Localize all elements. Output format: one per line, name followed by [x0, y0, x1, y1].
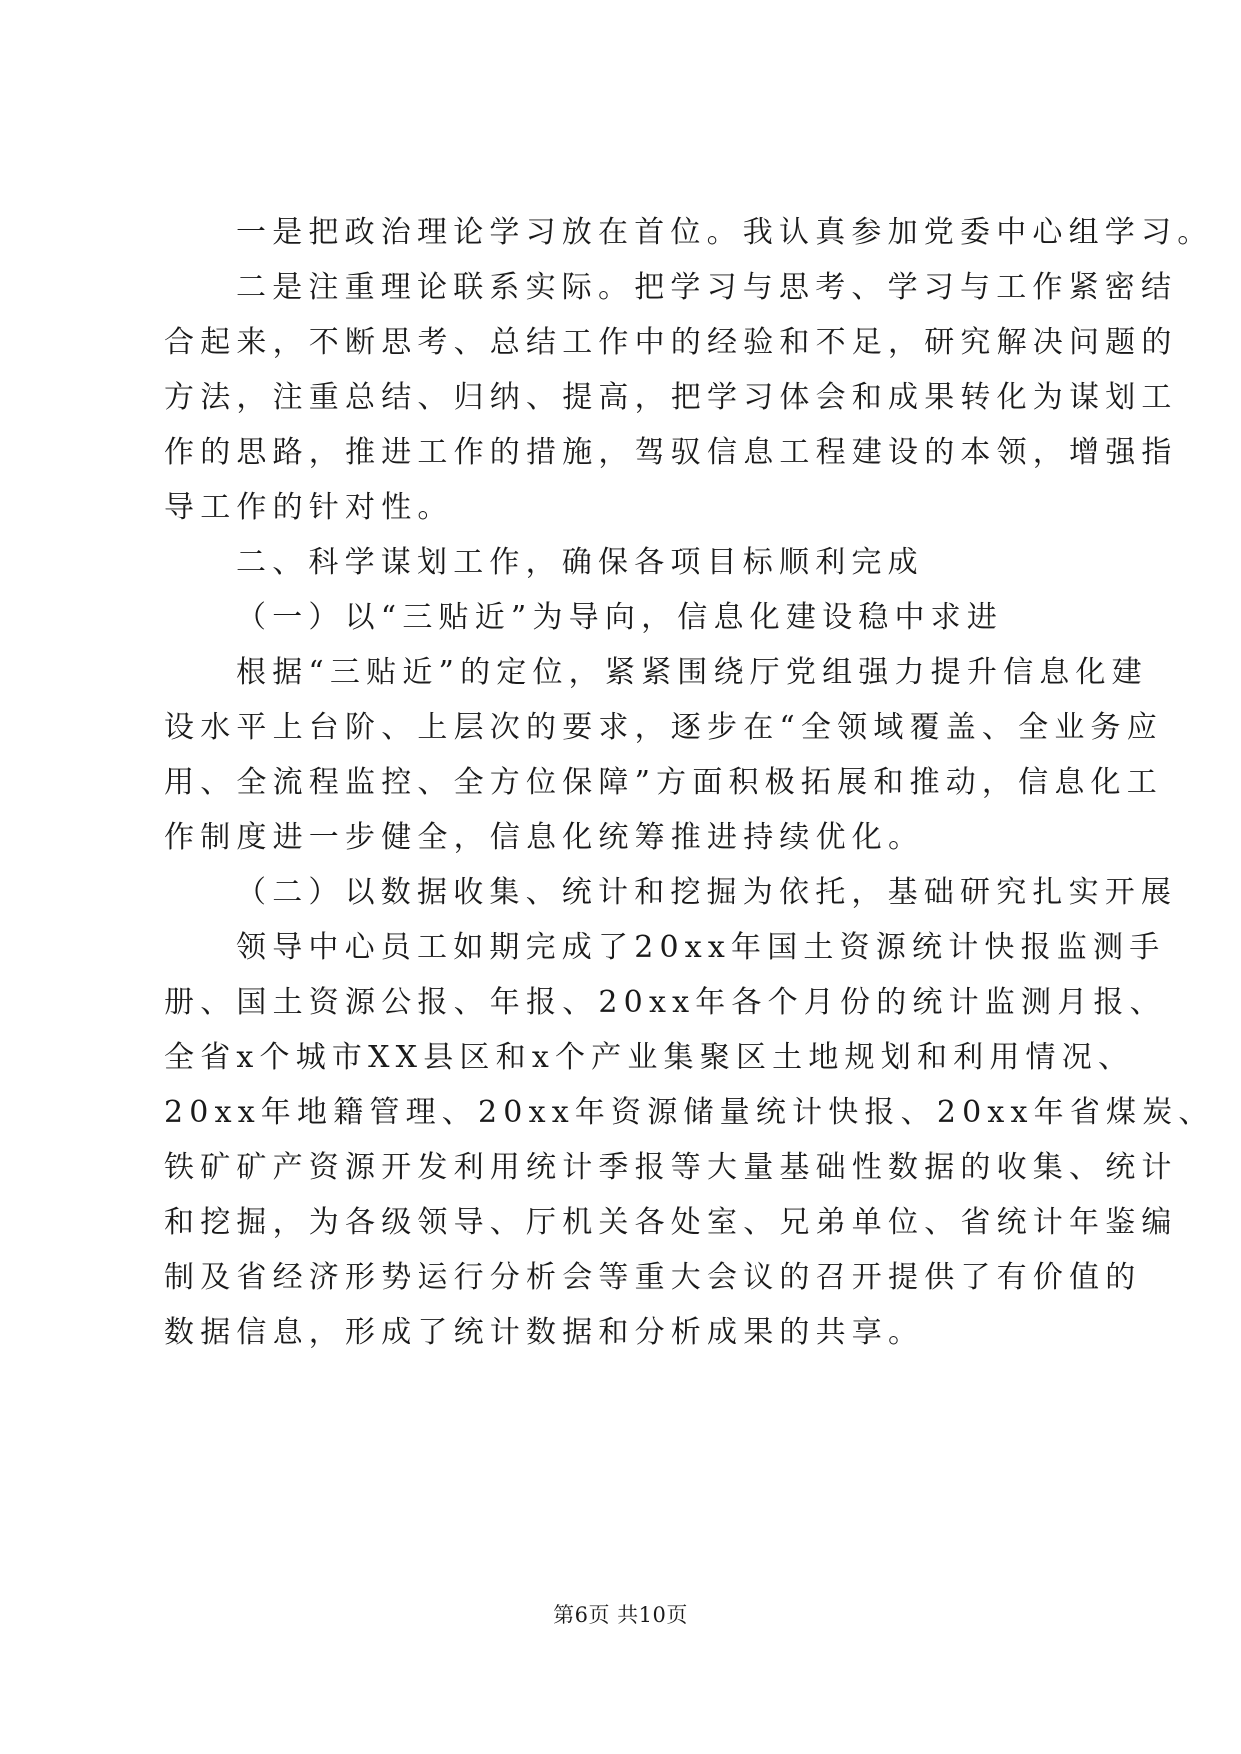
- paragraph-line: 领导中心员工如期完成了20xx年国土资源统计快报监测手: [236, 930, 1166, 965]
- paragraph-line: 用、全流程监控、全方位保障”方面积极拓展和推动，信息化工: [164, 765, 1163, 800]
- paragraph-line: 全省x个城市XX县区和x个产业集聚区土地规划和利用情况、: [164, 1040, 1135, 1075]
- paragraph-line: 合起来，不断思考、总结工作中的经验和不足，研究解决问题的: [164, 325, 1178, 360]
- paragraph-line: 导工作的针对性。: [164, 490, 454, 525]
- paragraph-line: 20xx年地籍管理、20xx年资源储量统计快报、20xx年省煤炭、: [164, 1095, 1215, 1130]
- paragraph-line: 和挖掘，为各级领导、厅机关各处室、兄弟单位、省统计年鉴编: [164, 1205, 1178, 1240]
- paragraph-line: 作制度进一步健全，信息化统筹推进持续优化。: [164, 820, 925, 855]
- paragraph-line: 方法，注重总结、归纳、提高，把学习体会和成果转化为谋划工: [164, 380, 1178, 415]
- paragraph-line: 二是注重理论联系实际。把学习与思考、学习与工作紧密结: [236, 270, 1178, 305]
- paragraph-line: 铁矿矿产资源开发利用统计季报等大量基础性数据的收集、统计: [164, 1150, 1178, 1185]
- paragraph-line: 制及省经济形势运行分析会等重大会议的召开提供了有价值的: [164, 1260, 1142, 1295]
- subsection-heading: （二）以数据收集、统计和挖掘为依托，基础研究扎实开展: [236, 875, 1178, 910]
- page-number-footer: 第6页 共10页: [553, 1603, 688, 1627]
- paragraph-line: 根据“三贴近”的定位，紧紧围绕厅党组强力提升信息化建: [236, 655, 1148, 690]
- paragraph-line: 册、国土资源公报、年报、20xx年各个月份的统计监测月报、: [164, 985, 1166, 1020]
- subsection-heading: （一）以“三贴近”为导向，信息化建设稳中求进: [236, 600, 1004, 635]
- paragraph-line: 一是把政治理论学习放在首位。我认真参加党委中心组学习。: [236, 215, 1214, 250]
- paragraph-line: 作的思路，推进工作的措施，驾驭信息工程建设的本领，增强指: [164, 435, 1178, 470]
- paragraph-line: 设水平上台阶、上层次的要求，逐步在“全领域覆盖、全业务应: [164, 710, 1163, 745]
- paragraph-line: 数据信息，形成了统计数据和分析成果的共享。: [164, 1315, 925, 1350]
- section-heading: 二、科学谋划工作，确保各项目标顺利完成: [236, 545, 924, 580]
